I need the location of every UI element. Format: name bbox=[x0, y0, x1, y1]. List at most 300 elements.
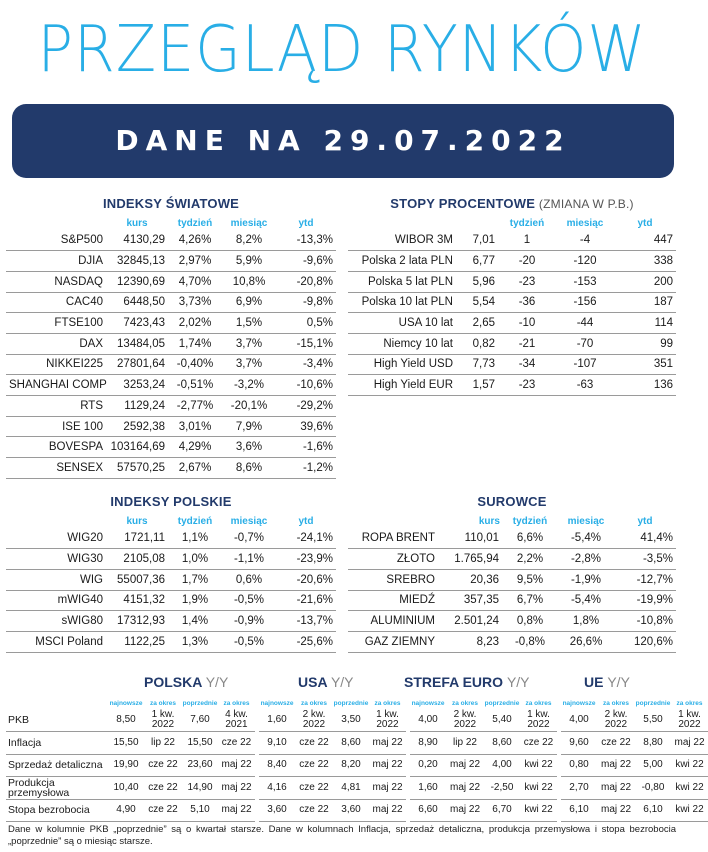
table-cell: -21 bbox=[498, 333, 556, 354]
table-cell: 1,0% bbox=[168, 549, 222, 570]
table-cell: 8,2% bbox=[222, 230, 276, 251]
row-label: Sprzedaż detaliczna bbox=[6, 754, 108, 777]
polish-indices-table bbox=[6, 514, 336, 653]
table-cell: 3,7% bbox=[222, 333, 276, 354]
table-cell: maj 22 bbox=[597, 799, 635, 822]
table-cell: -0,5% bbox=[222, 590, 276, 611]
table-cell: 5,10 bbox=[182, 799, 218, 822]
polish-indices-title: INDEKSY POLSKIE bbox=[110, 494, 232, 509]
table-row bbox=[6, 590, 336, 611]
table-cell: 8,60 bbox=[333, 732, 369, 755]
table-cell: 4,29% bbox=[168, 437, 222, 458]
table-cell: 1,3% bbox=[168, 631, 222, 652]
table-row bbox=[6, 799, 708, 822]
date-banner: DANE NA 29.07.2022 bbox=[12, 104, 674, 178]
macro-table bbox=[6, 697, 708, 822]
table-cell: 1,9% bbox=[168, 590, 222, 611]
table-cell: maj 22 bbox=[446, 754, 484, 777]
table-cell: 1129,24 bbox=[106, 396, 168, 417]
col-header: poprzednie bbox=[484, 699, 520, 707]
table-cell: -10,6% bbox=[276, 375, 336, 396]
table-cell: 9,5% bbox=[502, 569, 558, 590]
table-row bbox=[6, 416, 336, 437]
table-cell: -23,9% bbox=[276, 549, 336, 570]
row-label: PKB bbox=[6, 709, 108, 732]
table-row bbox=[348, 375, 676, 396]
table-cell: 351 bbox=[614, 354, 676, 375]
table-cell: 6,9% bbox=[222, 292, 276, 313]
table-cell: -20,1% bbox=[222, 396, 276, 417]
table-cell: 4 kw. 2021 bbox=[218, 709, 255, 732]
table-cell: 1,74% bbox=[168, 333, 222, 354]
table-cell: -23 bbox=[498, 375, 556, 396]
table-cell: maj 22 bbox=[446, 777, 484, 800]
table-row bbox=[6, 709, 708, 732]
row-label: GAZ ZIEMNY bbox=[348, 631, 438, 652]
table-header bbox=[348, 514, 676, 528]
table-cell: 2 kw. 2022 bbox=[597, 709, 635, 732]
table-row bbox=[348, 313, 676, 334]
col-header: ytd bbox=[637, 515, 653, 527]
table-cell: 2,70 bbox=[561, 777, 597, 800]
col-header: za okres bbox=[223, 699, 250, 707]
table-cell: -3,2% bbox=[222, 375, 276, 396]
col-header: kurs bbox=[126, 217, 148, 229]
row-label: SHANGHAI COMP bbox=[6, 375, 106, 396]
table-cell: 9,10 bbox=[259, 732, 295, 755]
table-cell: -10 bbox=[498, 313, 556, 334]
table-row bbox=[348, 251, 676, 272]
table-cell: 136 bbox=[614, 375, 676, 396]
table-cell: 2,67% bbox=[168, 458, 222, 479]
table-cell: -15,1% bbox=[276, 333, 336, 354]
table-cell: maj 22 bbox=[218, 754, 255, 777]
table-cell: 5,40 bbox=[484, 709, 520, 732]
table-cell: 2,65 bbox=[456, 313, 498, 334]
table-cell: 12390,69 bbox=[106, 271, 168, 292]
table-row bbox=[6, 354, 336, 375]
table-cell: kwi 22 bbox=[671, 799, 708, 822]
table-row bbox=[348, 631, 676, 652]
col-header: ytd bbox=[298, 515, 314, 527]
table-cell: kwi 22 bbox=[520, 799, 557, 822]
table-cell: 4,16 bbox=[259, 777, 295, 800]
table-cell: -120 bbox=[556, 251, 614, 272]
table-cell: 3253,24 bbox=[106, 375, 168, 396]
table-cell: -2,8% bbox=[558, 549, 614, 570]
table-cell: 1,4% bbox=[168, 611, 222, 632]
table-cell: -0,9% bbox=[222, 611, 276, 632]
table-cell: -21,6% bbox=[276, 590, 336, 611]
col-header: ytd bbox=[637, 217, 653, 229]
table-cell: -0,80 bbox=[635, 777, 671, 800]
table-row bbox=[6, 230, 336, 251]
region-title-strefa-euro: STREFA EURO Y/Y bbox=[404, 674, 530, 690]
table-cell: -0,40% bbox=[168, 354, 222, 375]
table-cell: -0,8% bbox=[502, 631, 558, 652]
table-cell: 13484,05 bbox=[106, 333, 168, 354]
table-cell: 200 bbox=[614, 271, 676, 292]
table-cell: cze 22 bbox=[295, 777, 333, 800]
table-row bbox=[6, 458, 336, 479]
table-cell: -1,9% bbox=[558, 569, 614, 590]
table-cell: -29,2% bbox=[276, 396, 336, 417]
table-cell: maj 22 bbox=[597, 754, 635, 777]
table-cell: -2,50 bbox=[484, 777, 520, 800]
table-cell: cze 22 bbox=[295, 799, 333, 822]
table-cell: 1.765,94 bbox=[438, 549, 502, 570]
rates-title-sub: (ZMIANA W P.B.) bbox=[538, 197, 634, 211]
row-label: Stopa bezrobocia bbox=[6, 799, 108, 822]
table-cell: 110,01 bbox=[438, 528, 502, 549]
table-row bbox=[348, 333, 676, 354]
row-label: High Yield USD bbox=[348, 354, 456, 375]
table-cell: 6,60 bbox=[410, 799, 446, 822]
col-header: kurs bbox=[478, 515, 500, 527]
table-cell: 5,96 bbox=[456, 271, 498, 292]
table-row bbox=[348, 292, 676, 313]
table-cell: -25,6% bbox=[276, 631, 336, 652]
table-cell: 4,00 bbox=[484, 754, 520, 777]
col-header: poprzednie bbox=[182, 699, 218, 707]
table-cell: 0,6% bbox=[222, 569, 276, 590]
row-label: DAX bbox=[6, 333, 106, 354]
col-header: tydzień bbox=[177, 217, 213, 229]
table-cell: 5,54 bbox=[456, 292, 498, 313]
table-cell: 9,60 bbox=[561, 732, 597, 755]
col-header: najnowsze bbox=[562, 699, 596, 707]
table-cell: 1,57 bbox=[456, 375, 498, 396]
row-label: mWIG40 bbox=[6, 590, 106, 611]
table-cell: -2,77% bbox=[168, 396, 222, 417]
table-cell: -44 bbox=[556, 313, 614, 334]
table-cell: 0,82 bbox=[456, 333, 498, 354]
table-cell: -34 bbox=[498, 354, 556, 375]
table-cell: 39,6% bbox=[276, 416, 336, 437]
col-header: tydzień bbox=[177, 515, 213, 527]
col-header: za okres bbox=[451, 699, 479, 707]
table-cell: lip 22 bbox=[144, 732, 182, 755]
table-cell: -3,5% bbox=[614, 549, 676, 570]
footnote: Dane w kolumnie PKB „poprzednie” są o kwartał starsze. Dane w kolumnach Inflacja, sprzedaż detaliczna, produkcja przemysłowa i stopa bezrobocia „poprzednie” są o miesiąc starsze. bbox=[8, 824, 676, 847]
table-cell: cze 22 bbox=[520, 732, 557, 755]
table-cell: -107 bbox=[556, 354, 614, 375]
table-cell: 2 kw. 2022 bbox=[446, 709, 484, 732]
table-cell: 41,4% bbox=[614, 528, 676, 549]
row-label: ZŁOTO bbox=[348, 549, 438, 570]
table-cell: 1,5% bbox=[222, 313, 276, 334]
table-cell: 4,70% bbox=[168, 271, 222, 292]
table-cell: -153 bbox=[556, 271, 614, 292]
table-row bbox=[6, 271, 336, 292]
table-cell: 8,80 bbox=[635, 732, 671, 755]
table-row bbox=[6, 292, 336, 313]
table-row bbox=[348, 590, 676, 611]
col-header: najnowsze bbox=[260, 699, 294, 707]
table-header bbox=[6, 216, 336, 230]
table-cell: -5,4% bbox=[558, 528, 614, 549]
table-cell: 7,73 bbox=[456, 354, 498, 375]
table-cell: 8,50 bbox=[108, 709, 144, 732]
col-header: za okres bbox=[525, 699, 552, 707]
table-cell: 8,23 bbox=[438, 631, 502, 652]
table-cell: 2,02% bbox=[168, 313, 222, 334]
table-row bbox=[348, 569, 676, 590]
table-cell: 10,8% bbox=[222, 271, 276, 292]
table-cell: cze 22 bbox=[597, 732, 635, 755]
table-row bbox=[6, 437, 336, 458]
table-header bbox=[6, 697, 708, 709]
table-cell: -1,2% bbox=[276, 458, 336, 479]
row-label: CAC40 bbox=[6, 292, 106, 313]
table-cell: 8,6% bbox=[222, 458, 276, 479]
table-cell: 14,90 bbox=[182, 777, 218, 800]
table-cell: maj 22 bbox=[369, 777, 406, 800]
table-cell: 5,00 bbox=[635, 754, 671, 777]
row-label: SENSEX bbox=[6, 458, 106, 479]
table-cell: 15,50 bbox=[182, 732, 218, 755]
world-indices-table bbox=[6, 216, 336, 479]
table-cell: 1122,25 bbox=[106, 631, 168, 652]
table-row bbox=[6, 777, 708, 800]
table-row bbox=[348, 528, 676, 549]
table-cell: 2.501,24 bbox=[438, 611, 502, 632]
table-header bbox=[6, 514, 336, 528]
table-cell: 15,50 bbox=[108, 732, 144, 755]
row-label: RTS bbox=[6, 396, 106, 417]
table-cell: kwi 22 bbox=[520, 777, 557, 800]
col-header: poprzednie bbox=[333, 699, 369, 707]
table-cell: -36 bbox=[498, 292, 556, 313]
table-cell: 55007,36 bbox=[106, 569, 168, 590]
table-cell: 27801,64 bbox=[106, 354, 168, 375]
table-cell: -5,4% bbox=[558, 590, 614, 611]
table-cell: 23,60 bbox=[182, 754, 218, 777]
table-cell: 1 bbox=[498, 230, 556, 251]
row-label: High Yield EUR bbox=[348, 375, 456, 396]
col-header: za okres bbox=[602, 699, 630, 707]
table-cell: 32845,13 bbox=[106, 251, 168, 272]
table-row bbox=[6, 732, 708, 755]
table-cell: 4130,29 bbox=[106, 230, 168, 251]
table-row bbox=[6, 754, 708, 777]
row-label: Polska 5 lat PLN bbox=[348, 271, 456, 292]
table-cell: -20,6% bbox=[276, 569, 336, 590]
table-row bbox=[6, 313, 336, 334]
table-row bbox=[6, 528, 336, 549]
table-cell: maj 22 bbox=[597, 777, 635, 800]
col-header: ytd bbox=[298, 217, 314, 229]
table-cell: 0,8% bbox=[502, 611, 558, 632]
table-cell: maj 22 bbox=[446, 799, 484, 822]
table-row bbox=[348, 611, 676, 632]
row-label: ALUMINIUM bbox=[348, 611, 438, 632]
table-cell: -10,8% bbox=[614, 611, 676, 632]
page-title: PRZEGLĄD RYNKÓW bbox=[37, 13, 647, 87]
row-label: MSCI Poland bbox=[6, 631, 106, 652]
row-label: WIG20 bbox=[6, 528, 106, 549]
table-row bbox=[6, 631, 336, 652]
table-cell: 8,90 bbox=[410, 732, 446, 755]
table-row bbox=[348, 549, 676, 570]
table-cell: 187 bbox=[614, 292, 676, 313]
table-cell: 10,40 bbox=[108, 777, 144, 800]
table-cell: maj 22 bbox=[218, 777, 255, 800]
rates-title bbox=[348, 196, 676, 211]
row-label: S&P500 bbox=[6, 230, 106, 251]
region-title-polska: POLSKA Y/Y bbox=[144, 674, 229, 690]
col-header: poprzednie bbox=[635, 699, 671, 707]
table-cell: 2105,08 bbox=[106, 549, 168, 570]
table-cell: 6,70 bbox=[484, 799, 520, 822]
table-cell: -70 bbox=[556, 333, 614, 354]
row-label: NASDAQ bbox=[6, 271, 106, 292]
table-cell: maj 22 bbox=[369, 799, 406, 822]
table-row bbox=[348, 230, 676, 251]
table-cell: 6,10 bbox=[561, 799, 597, 822]
table-cell: 4,26% bbox=[168, 230, 222, 251]
col-header: miesiąc bbox=[567, 515, 605, 527]
rates-table bbox=[348, 216, 676, 396]
row-label: Produkcja przemysłowa bbox=[6, 777, 108, 800]
table-cell: kwi 22 bbox=[520, 754, 557, 777]
col-header: tydzień bbox=[512, 515, 548, 527]
table-cell: 1 kw. 2022 bbox=[520, 709, 557, 732]
commodities-table bbox=[348, 514, 676, 653]
table-cell: -0,7% bbox=[222, 528, 276, 549]
table-cell: maj 22 bbox=[369, 732, 406, 755]
table-cell: 3,01% bbox=[168, 416, 222, 437]
table-cell: 1,60 bbox=[410, 777, 446, 800]
table-cell: 5,50 bbox=[635, 709, 671, 732]
row-label: MIEDŹ bbox=[348, 590, 438, 611]
table-cell: -13,3% bbox=[276, 230, 336, 251]
row-label: BOVESPA bbox=[6, 437, 106, 458]
row-label: Niemcy 10 lat bbox=[348, 333, 456, 354]
table-cell: 0,5% bbox=[276, 313, 336, 334]
col-header: miesiąc bbox=[566, 217, 604, 229]
table-cell: maj 22 bbox=[369, 754, 406, 777]
col-header: najnowsze bbox=[109, 699, 143, 707]
table-cell: 6,10 bbox=[635, 799, 671, 822]
table-cell: 8,60 bbox=[484, 732, 520, 755]
table-cell: 6,7% bbox=[502, 590, 558, 611]
table-cell: 7,60 bbox=[182, 709, 218, 732]
table-row bbox=[6, 333, 336, 354]
row-label: WIBOR 3M bbox=[348, 230, 456, 251]
col-header: kurs bbox=[126, 515, 148, 527]
table-cell: 1,8% bbox=[558, 611, 614, 632]
table-cell: 6,77 bbox=[456, 251, 498, 272]
col-header: miesiąc bbox=[230, 515, 268, 527]
table-cell: -1,6% bbox=[276, 437, 336, 458]
table-cell: cze 22 bbox=[218, 732, 255, 755]
table-cell: 2,97% bbox=[168, 251, 222, 272]
table-cell: 357,35 bbox=[438, 590, 502, 611]
table-cell: 3,60 bbox=[333, 799, 369, 822]
table-cell: -9,6% bbox=[276, 251, 336, 272]
row-label: FTSE100 bbox=[6, 313, 106, 334]
table-cell: 3,60 bbox=[259, 799, 295, 822]
table-cell: 1 kw. 2022 bbox=[144, 709, 182, 732]
table-cell: 6448,50 bbox=[106, 292, 168, 313]
table-cell: -24,1% bbox=[276, 528, 336, 549]
table-cell: 2,2% bbox=[502, 549, 558, 570]
table-cell: 103164,69 bbox=[106, 437, 168, 458]
table-cell: 3,73% bbox=[168, 292, 222, 313]
commodities-title: SUROWCE bbox=[477, 494, 547, 509]
region-title-ue: UE Y/Y bbox=[584, 674, 630, 690]
table-cell: -0,51% bbox=[168, 375, 222, 396]
row-label: sWIG80 bbox=[6, 611, 106, 632]
col-header: najnowsze bbox=[411, 699, 445, 707]
row-label: NIKKEI225 bbox=[6, 354, 106, 375]
table-cell: 1,60 bbox=[259, 709, 295, 732]
row-label: WIG bbox=[6, 569, 106, 590]
row-label: DJIA bbox=[6, 251, 106, 272]
table-cell: 99 bbox=[614, 333, 676, 354]
row-label: ISE 100 bbox=[6, 416, 106, 437]
table-cell: cze 22 bbox=[144, 754, 182, 777]
table-cell: -20 bbox=[498, 251, 556, 272]
rates-title-main: STOPY PROCENTOWE bbox=[390, 196, 536, 211]
table-cell: -156 bbox=[556, 292, 614, 313]
table-cell: kwi 22 bbox=[671, 777, 708, 800]
table-cell: 7,9% bbox=[222, 416, 276, 437]
table-cell: -0,5% bbox=[222, 631, 276, 652]
table-cell: 3,6% bbox=[222, 437, 276, 458]
table-cell: 3,50 bbox=[333, 709, 369, 732]
row-label: Inflacja bbox=[6, 732, 108, 755]
table-cell: cze 22 bbox=[295, 732, 333, 755]
table-cell: 1 kw. 2022 bbox=[671, 709, 708, 732]
table-row bbox=[348, 354, 676, 375]
table-cell: 5,9% bbox=[222, 251, 276, 272]
row-label: Polska 2 lata PLN bbox=[348, 251, 456, 272]
table-cell: 4,90 bbox=[108, 799, 144, 822]
table-cell: 1,1% bbox=[168, 528, 222, 549]
table-cell: 20,36 bbox=[438, 569, 502, 590]
col-header: za okres bbox=[676, 699, 703, 707]
row-label: Polska 10 lat PLN bbox=[348, 292, 456, 313]
row-label: ROPA BRENT bbox=[348, 528, 438, 549]
table-cell: 4,00 bbox=[561, 709, 597, 732]
table-cell: cze 22 bbox=[295, 754, 333, 777]
table-cell: 19,90 bbox=[108, 754, 144, 777]
table-cell: cze 22 bbox=[144, 799, 182, 822]
table-cell: 2 kw. 2022 bbox=[295, 709, 333, 732]
table-row bbox=[6, 611, 336, 632]
table-cell: 0,20 bbox=[410, 754, 446, 777]
table-cell: 0,80 bbox=[561, 754, 597, 777]
table-cell: 17312,93 bbox=[106, 611, 168, 632]
table-cell: -12,7% bbox=[614, 569, 676, 590]
table-cell: 338 bbox=[614, 251, 676, 272]
table-cell: 2592,38 bbox=[106, 416, 168, 437]
row-label: USA 10 lat bbox=[348, 313, 456, 334]
table-row bbox=[6, 569, 336, 590]
table-cell: 26,6% bbox=[558, 631, 614, 652]
table-cell: 6,6% bbox=[502, 528, 558, 549]
table-cell: -23 bbox=[498, 271, 556, 292]
table-cell: 4,81 bbox=[333, 777, 369, 800]
row-label: SREBRO bbox=[348, 569, 438, 590]
table-cell: lip 22 bbox=[446, 732, 484, 755]
table-cell: 1 kw. 2022 bbox=[369, 709, 406, 732]
table-cell: maj 22 bbox=[671, 732, 708, 755]
table-row bbox=[6, 375, 336, 396]
table-cell: -9,8% bbox=[276, 292, 336, 313]
